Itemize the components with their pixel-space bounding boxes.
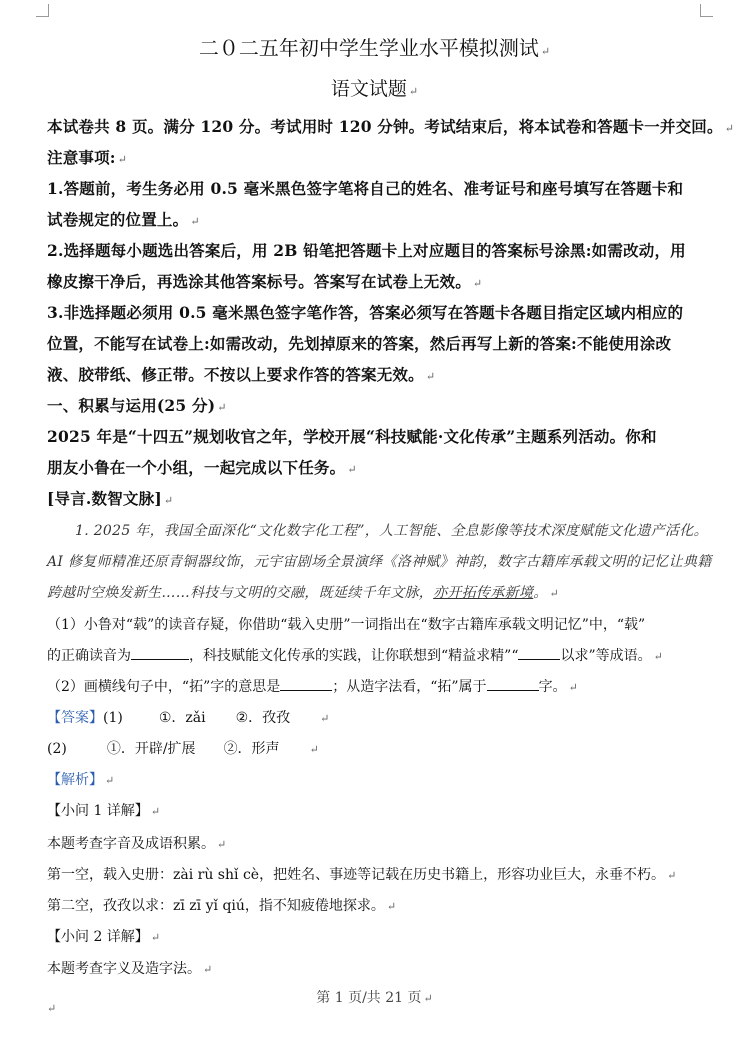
corner-mark-top-left — [36, 4, 49, 17]
notice-line-4: 橡皮擦干净后，再选涂其他答案标号。答案写在试卷上无效。 ↵ — [47, 272, 483, 291]
answer-blank-character-type — [487, 676, 539, 691]
answer-blank-idiom — [518, 645, 560, 660]
underlined-sentence: 亦开拓传承新境 — [433, 585, 534, 601]
notice-line-6: 位置，不能写在试卷上:如需改动，先划掉原来的答案，然后再写上新的答案:不能使用涂改 — [47, 334, 672, 353]
passage-line-1: 1. 2025 年，我国全面深化“文化数字化工程”，人工智能、全息影像等技术深度赋能文化遗产活化。 — [75, 523, 708, 539]
detail-1-text-3: 第二空，孜孜以求：zī zī yǐ qiú，指不知疲倦地探求。 ↵ — [47, 898, 397, 914]
question-1-line-2: 的正确读音为 ，科技赋能文化传承的实践，让你联想到“精益求精”“ 以求”等成语。 ↵ — [47, 645, 663, 665]
answer-row-2: (2) ①．开辟/扩展 ②．形声 ↵ — [47, 741, 319, 757]
module-heading: [导言.数智文脉] ↵ — [47, 489, 174, 508]
section-intro-line-2: 朋友小鲁在一个小组，一起完成以下任务。 ↵ — [47, 458, 357, 477]
detail-1-text-1: 本题考查字音及成语积累。 ↵ — [47, 836, 227, 852]
detail-1-text-2: 第一空，载入史册：zài rù shǐ cè，把姓名、事迹等记载在历史书籍上，形容功业巨大，永垂不朽。 ↵ — [47, 867, 677, 883]
exam-title: 二０二五年初中学生学业水平模拟测试 ↵ — [198, 36, 551, 60]
detail-1-heading: 【小问 1 详解】 ↵ — [47, 803, 161, 819]
section-heading: 一、积累与运用(25 分) ↵ — [47, 396, 227, 415]
answer-blank-pronunciation — [131, 645, 189, 660]
notice-heading: 注意事项: ↵ — [47, 148, 128, 167]
detail-2-heading: 【小问 2 详解】 ↵ — [47, 929, 161, 945]
question-2: （2）画横线句子中，“拓”字的意思是 ；从造字法看，“拓”属于 字。 ↵ — [47, 676, 578, 696]
notice-line-1: 1.答题前，考生务必用 0.5 毫米黑色签字笔将自己的姓名、准考证号和座号填写在答题卡和 — [47, 179, 684, 198]
notice-line-5: 3.非选择题必须用 0.5 毫米黑色签字笔作答，答案必须写在答题卡各题目指定区域内相应的 — [47, 303, 684, 322]
end-paragraph-mark: ↵ — [47, 1002, 57, 1015]
exam-intro: 本试卷共 8 页。满分 120 分。考试用时 120 分钟。考试结束后，将本试卷和答题卡一并交回。 ↵ — [47, 117, 735, 136]
answer-row-1: 【答案】(1) ①．zǎi ②．孜孜 ↵ — [47, 710, 330, 726]
passage-line-2: AI 修复师精准还原青铜器纹饰，元宇宙剧场全景演绎《洛神赋》神韵，数字古籍库承载文明的记忆让典籍 — [47, 554, 712, 570]
answer-blank-meaning — [280, 676, 332, 691]
section-intro-line-1: 2025 年是“十四五”规划收官之年，学校开展“科技赋能·文化传承”主题系列活动。你和 — [47, 427, 657, 446]
analysis-label: 【解析】 ↵ — [47, 772, 115, 788]
passage-line-3: 跨越时空焕发新生……科技与文明的交融，既延续千年文脉，亦开拓传承新境。 ↵ — [47, 585, 560, 601]
page-footer: 第 1 页/共 21 页 ↵ — [316, 990, 433, 1006]
exam-subtitle: 语文试题 ↵ — [330, 78, 419, 100]
corner-mark-top-right — [700, 4, 713, 17]
answer-label: 【答案】 — [47, 710, 103, 726]
question-1-line-1: （1）小鲁对“载”的读音存疑，你借助“载入史册”一词指出在“数字古籍库承载文明记忆”中，“载” — [47, 617, 646, 633]
notice-line-3: 2.选择题每小题选出答案后，用 2B 铅笔把答题卡上对应题目的答案标号涂黑:如需改动，用 — [47, 241, 686, 260]
detail-2-text-1: 本题考查字义及造字法。 ↵ — [47, 961, 213, 977]
notice-line-2: 试卷规定的位置上。 ↵ — [47, 210, 200, 229]
notice-line-7: 液、胶带纸、修正带。不按以上要求作答的答案无效。 ↵ — [47, 365, 436, 384]
